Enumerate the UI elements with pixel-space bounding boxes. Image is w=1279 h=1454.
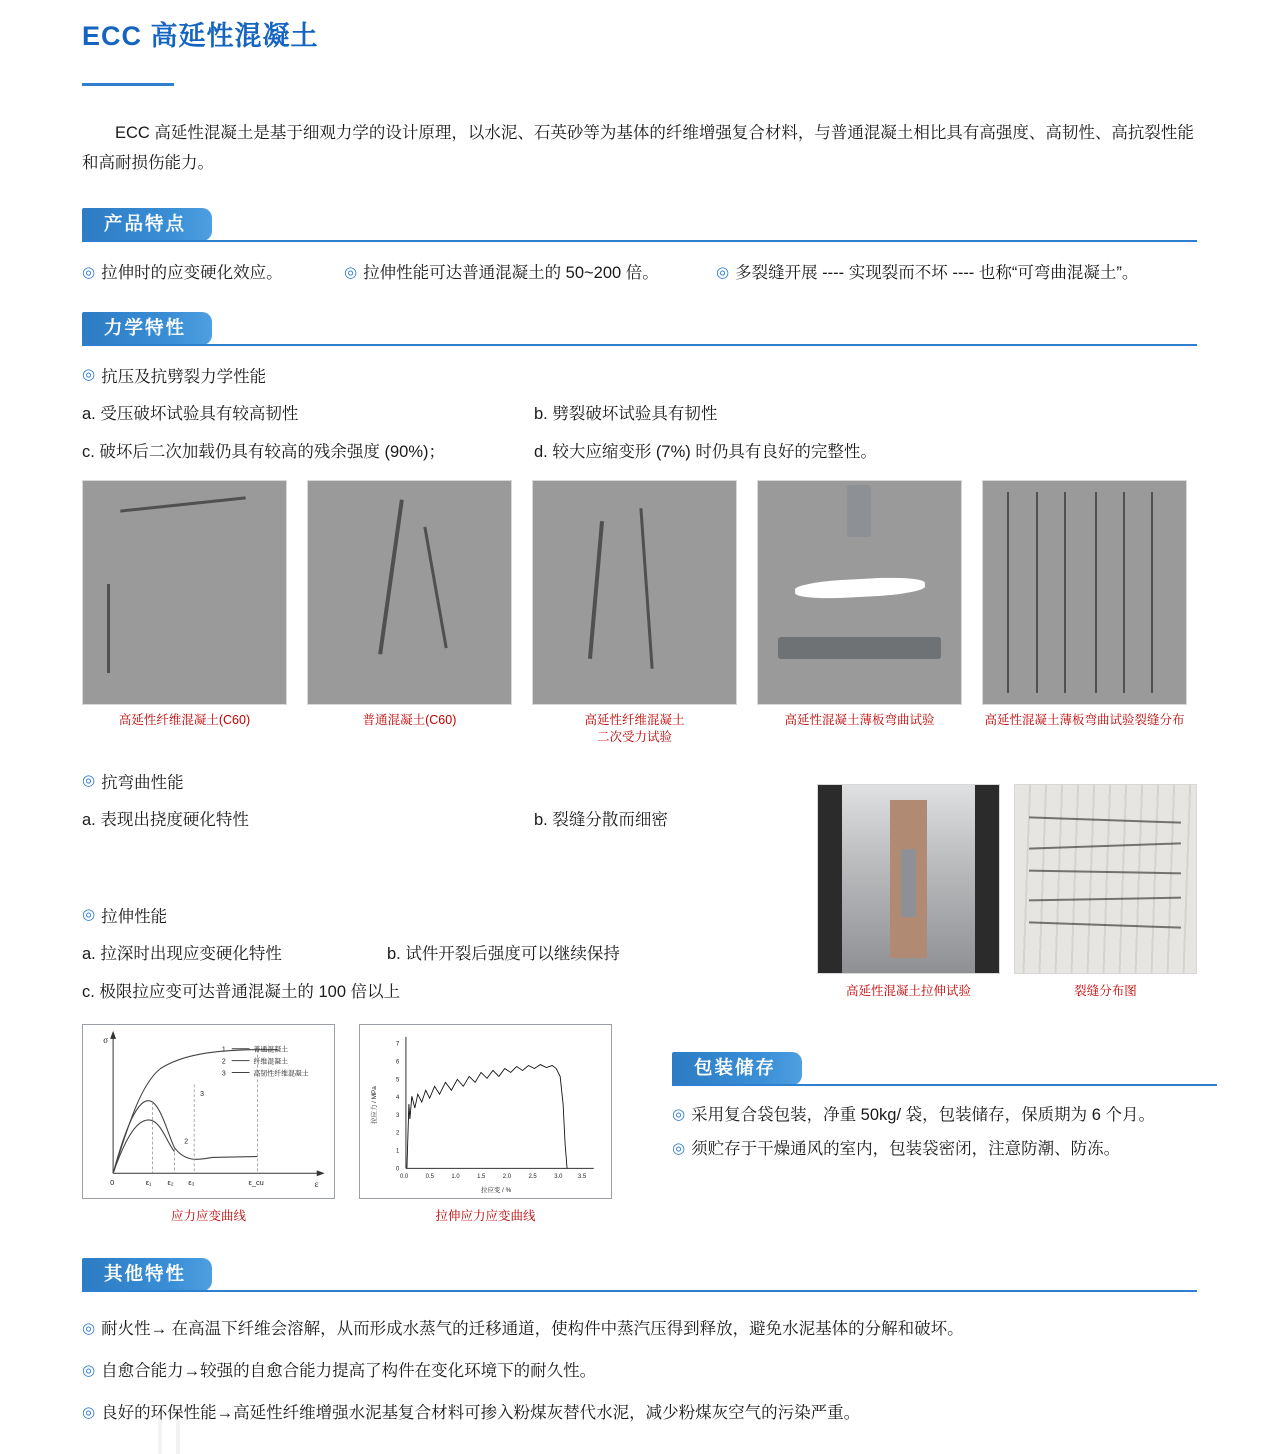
feature-item-2 — [344, 260, 716, 286]
figure-image-crack-distribution — [1014, 784, 1197, 974]
compression-item-c: c. 破坏后二次加载仍具有较高的残余强度 (90%)； — [82, 443, 446, 461]
other-item-2 — [82, 1358, 1197, 1384]
chart-stress-strain-svg — [83, 1025, 334, 1198]
tensile-item-b: b. 试件开裂后强度可以继续保持 — [387, 945, 620, 963]
figure-caption-plate-crack-distribution: 高延性混凝土薄板弯曲试验裂缝分布 — [984, 713, 1185, 727]
section-rule — [82, 344, 1197, 346]
svg-text:ε₃: ε₃ — [188, 1178, 195, 1188]
figure-ecc-c60 — [82, 480, 287, 746]
ring-bullet-icon: ◎ — [716, 264, 730, 281]
figure-caption-normal-c60: 普通混凝土(C60) — [362, 713, 457, 727]
intro-paragraph: ECC 高延性混凝土是基于细观力学的设计原理，以水泥、石英砂等为基体的纤维增强复合材料，与普通混凝土相比具有高强度、高韧性、高抗裂性能和高耐损伤能力。 — [82, 124, 1194, 172]
svg-text:高韧性纤维混凝土: 高韧性纤维混凝土 — [253, 1070, 309, 1078]
figure-tensile-test — [817, 784, 1000, 999]
bending-tensile-block — [64, 768, 1215, 1002]
svg-text:6: 6 — [396, 1059, 400, 1066]
figure-caption-second-loading-line1: 高延性纤维混凝土 — [584, 713, 685, 727]
compression-item-a: a. 受压破坏试验具有较高韧性 — [82, 405, 299, 423]
feature-item-3-label: 多裂缝开展 ---- 实现裂而不坏 ---- 也称“可弯曲混凝土”。 — [735, 264, 1139, 282]
tensile-figure-group — [817, 784, 1197, 999]
section-title-other: 其他特性 — [82, 1258, 212, 1291]
svg-text:2.5: 2.5 — [528, 1174, 537, 1181]
figure-image-tensile-test — [817, 784, 1000, 974]
subsection-compression — [82, 362, 1197, 388]
title-underline — [82, 83, 174, 86]
ring-bullet-icon: ◎ — [82, 906, 96, 923]
figure-caption-second-loading — [532, 712, 737, 746]
svg-text:ε: ε — [314, 1179, 319, 1190]
section-rule — [82, 240, 1197, 242]
compression-item-b: b. 劈裂破坏试验具有韧性 — [534, 405, 718, 423]
chart-caption-tensile: 拉伸应力应变曲线 — [435, 1209, 536, 1223]
figure-image-plate-crack-distribution — [982, 480, 1187, 705]
other-item-1 — [82, 1316, 1197, 1342]
other-item-3-label: 良好的环保性能→高延性纤维增强水泥基复合材料可掺入粉煤灰替代水泥，减少粉煤灰空气的污染严重。 — [101, 1404, 861, 1422]
figure-caption-ecc-c60: 高延性纤维混凝土(C60) — [118, 713, 251, 727]
figure-plate-crack-distribution — [982, 480, 1187, 746]
ring-bullet-icon: ◎ — [82, 264, 96, 281]
svg-text:1.5: 1.5 — [477, 1174, 486, 1181]
svg-text:σ: σ — [103, 1034, 109, 1045]
svg-text:纤维混凝土: 纤维混凝土 — [253, 1058, 289, 1066]
ring-bullet-icon: ◎ — [82, 1320, 96, 1337]
svg-text:3: 3 — [396, 1112, 400, 1119]
svg-text:4: 4 — [396, 1095, 400, 1102]
figure-caption-tensile-test: 高延性混凝土拉伸试验 — [845, 984, 971, 998]
svg-text:3.5: 3.5 — [577, 1174, 587, 1181]
subsection-bending-label: 抗弯曲性能 — [101, 774, 184, 792]
ring-bullet-icon: ◎ — [82, 772, 96, 789]
tensile-item-a: a. 拉深时出现应变硬化特性 — [82, 945, 282, 963]
svg-text:普通混凝土: 普通混凝土 — [253, 1046, 289, 1054]
svg-text:3: 3 — [200, 1091, 204, 1099]
chart-stress-strain-plot — [82, 1024, 335, 1199]
figure-image-second-loading — [532, 480, 737, 705]
packaging-block — [672, 1052, 1217, 1162]
chart-stress-strain — [82, 1024, 335, 1224]
watermark-mark — [150, 1408, 270, 1454]
section-title-mechanics: 力学特性 — [82, 312, 212, 345]
packaging-item-1-label: 采用复合袋包装，净重 50kg/ 袋，包装储存，保质期为 6 个月。 — [691, 1106, 1155, 1124]
svg-text:ε₁: ε₁ — [145, 1178, 152, 1188]
chart-tensile-svg — [360, 1025, 611, 1198]
svg-text:1: 1 — [221, 1046, 226, 1054]
packaging-item-2-label: 须贮存于干燥通风的室内，包装袋密闭，注意防潮、防冻。 — [691, 1140, 1121, 1158]
svg-text:0.0: 0.0 — [399, 1174, 409, 1181]
section-header-packaging — [672, 1052, 1217, 1086]
svg-text:ε₂: ε₂ — [167, 1178, 174, 1188]
svg-text:2: 2 — [221, 1058, 226, 1066]
svg-text:0: 0 — [110, 1178, 115, 1188]
ring-bullet-icon: ◎ — [672, 1140, 686, 1157]
svg-text:0: 0 — [396, 1166, 400, 1173]
feature-item-2-label: 拉伸性能可达普通混凝土的 50~200 倍。 — [363, 264, 659, 282]
tensile-item-c: c. 极限拉应变可达普通混凝土的 100 倍以上 — [82, 983, 401, 1001]
ring-bullet-icon: ◎ — [344, 264, 358, 281]
svg-text:2: 2 — [184, 1138, 189, 1146]
chart-caption-stress-strain: 应力应变曲线 — [170, 1209, 246, 1223]
ring-bullet-icon: ◎ — [672, 1106, 686, 1123]
ring-bullet-icon: ◎ — [82, 1362, 96, 1379]
section-header-features — [82, 208, 1197, 242]
feature-item-3 — [716, 260, 1197, 286]
figure-caption-second-loading-line2: 二次受力试验 — [596, 730, 672, 744]
chart-tensile-plot — [359, 1024, 612, 1199]
figure-image-plate-bending-test — [757, 480, 962, 705]
figure-second-loading — [532, 480, 737, 746]
compression-item-d: d. 较大应缩变形 (7%) 时仍具有良好的完整性。 — [534, 443, 877, 461]
svg-text:1: 1 — [396, 1148, 400, 1155]
section-title-packaging: 包装储存 — [672, 1052, 802, 1085]
feature-item-1 — [82, 260, 344, 286]
ring-bullet-icon: ◎ — [82, 1404, 96, 1421]
other-item-1-label: 耐火性→ 在高温下纤维会溶解，从而形成水蒸气的迁移通道，使构件中蒸汽压得到释放，避免水泥基体的分解和破坏。 — [101, 1320, 964, 1338]
svg-text:5: 5 — [396, 1077, 400, 1084]
figure-plate-bending-test — [757, 480, 962, 746]
other-features-block — [64, 1258, 1215, 1426]
subsection-tensile-label: 拉伸性能 — [101, 908, 168, 926]
svg-text:0.5: 0.5 — [425, 1174, 434, 1181]
section-rule — [672, 1084, 1217, 1086]
figure-crack-distribution — [1014, 784, 1197, 999]
compression-figure-strip — [82, 480, 1197, 746]
svg-text:7: 7 — [396, 1041, 400, 1048]
figure-caption-crack-distribution: 裂缝分布图 — [1074, 984, 1137, 998]
feature-item-1-label: 拉伸时的应变硬化效应。 — [101, 264, 283, 282]
figure-caption-plate-bending-test: 高延性混凝土薄板弯曲试验 — [784, 713, 935, 727]
bending-item-b: b. 裂缝分散而细密 — [534, 811, 668, 829]
svg-text:3.0: 3.0 — [554, 1174, 563, 1181]
features-bullets — [82, 260, 1197, 286]
figure-image-ecc-c60 — [82, 480, 287, 705]
section-title-features: 产品特点 — [82, 208, 212, 241]
svg-text:3: 3 — [221, 1070, 226, 1078]
svg-text:拉应力 / MPa: 拉应力 / MPa — [371, 1086, 379, 1124]
figure-image-normal-c60 — [307, 480, 512, 705]
section-rule — [82, 1290, 1197, 1292]
chart-tensile-stress-strain — [359, 1024, 612, 1224]
compression-items-row-2 — [82, 438, 1197, 462]
figure-normal-c60 — [307, 480, 512, 746]
compression-items-row-1 — [82, 400, 1197, 424]
packaging-item-1 — [672, 1102, 1217, 1128]
bending-item-a: a. 表现出挠度硬化特性 — [82, 811, 249, 829]
svg-text:1.0: 1.0 — [451, 1174, 460, 1181]
other-item-2-label: 自愈合能力→较强的自愈合能力提高了构件在变化环境下的耐久性。 — [101, 1362, 597, 1380]
svg-text:拉应变 / %: 拉应变 / % — [481, 1187, 512, 1195]
section-header-other — [82, 1258, 1197, 1292]
svg-text:2: 2 — [396, 1130, 400, 1137]
svg-text:2.0: 2.0 — [502, 1174, 512, 1181]
packaging-item-2 — [672, 1136, 1217, 1162]
svg-text:ε_cu: ε_cu — [248, 1178, 264, 1188]
subsection-compression-label: 抗压及抗劈裂力学性能 — [101, 368, 267, 386]
section-header-mechanics — [82, 312, 1197, 346]
ring-bullet-icon: ◎ — [82, 366, 96, 383]
page-title: ECC 高延性混凝土 — [82, 21, 319, 51]
